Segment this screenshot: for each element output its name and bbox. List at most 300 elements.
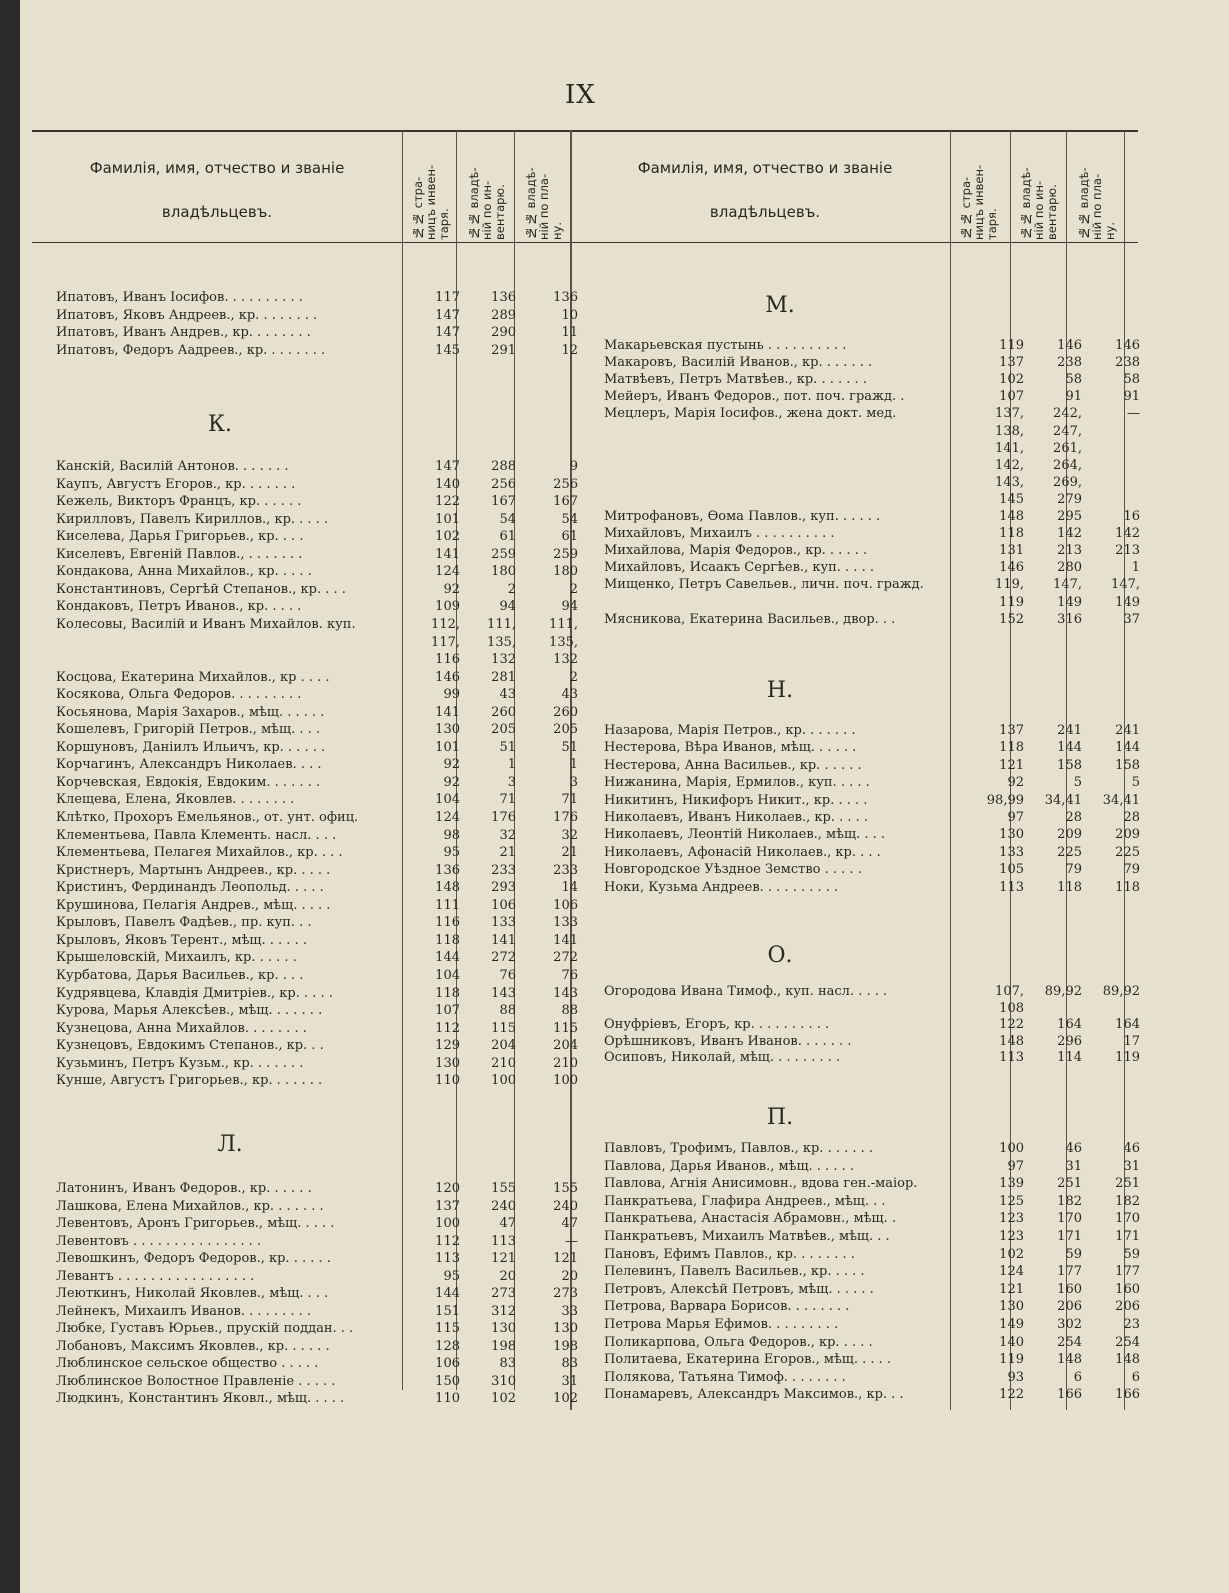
plan-number: 118 bbox=[1115, 879, 1140, 895]
owner-name: Константиновъ, Сергѣй Степанов., кр. . . . bbox=[56, 581, 346, 597]
inventory-number: 31 bbox=[1065, 1158, 1082, 1174]
inventory-number: 198 bbox=[491, 1338, 516, 1354]
inventory-number: 28 bbox=[1065, 810, 1082, 825]
plan-number: 94 bbox=[561, 599, 578, 615]
plan-number: 166 bbox=[1115, 1387, 1140, 1403]
inventory-page: 130 bbox=[435, 722, 460, 738]
inventory-page: 117, bbox=[431, 634, 460, 650]
inventory-page: 144 bbox=[435, 1286, 460, 1301]
inventory-number: 148 bbox=[1057, 1352, 1082, 1368]
plan-number: 164 bbox=[1115, 1017, 1140, 1032]
inventory-page: 137 bbox=[999, 723, 1024, 738]
inventory-page: 109 bbox=[435, 599, 460, 615]
inventory-page: 107 bbox=[999, 389, 1024, 405]
owner-name: Нижанина, Марія, Ермилов., куп. . . . . bbox=[604, 775, 870, 791]
owner-name: Кондакова, Анна Михайлов., кр. . . . . bbox=[56, 564, 312, 580]
plan-number: 177 bbox=[1115, 1264, 1140, 1280]
inventory-number: 21 bbox=[499, 845, 516, 861]
inventory-number: 136 bbox=[491, 290, 516, 305]
inventory-page: 110 bbox=[435, 1073, 460, 1089]
owner-name: Петровъ, Алексѣй Петровъ, мѣщ. . . . . . bbox=[604, 1281, 874, 1297]
plan-number: 147, bbox=[1111, 577, 1140, 593]
plan-number: 16 bbox=[1123, 509, 1140, 524]
owner-name: Кузнецовъ, Евдокимъ Степанов., кр. . . bbox=[56, 1038, 324, 1054]
plan-number: 37 bbox=[1123, 611, 1140, 627]
inventory-number: 256 bbox=[491, 476, 516, 492]
inventory-page: 98 bbox=[443, 827, 460, 843]
plan-number: 146 bbox=[1115, 338, 1140, 353]
plan-number: 10 bbox=[561, 307, 578, 323]
inventory-number: 6 bbox=[1073, 1369, 1082, 1385]
header-rule bbox=[32, 242, 1138, 243]
plan-number: 32 bbox=[561, 827, 578, 843]
inventory-page: 92 bbox=[443, 774, 460, 790]
owner-name: Нестерова, Анна Васильев., кр. . . . . . bbox=[604, 757, 862, 773]
inventory-page: 151 bbox=[435, 1303, 460, 1319]
inventory-number: 182 bbox=[1057, 1193, 1082, 1209]
owner-name: Панкратьева, Анастасія Абрамовн., мѣщ. . bbox=[604, 1211, 896, 1227]
inventory-page: 107 bbox=[435, 1003, 460, 1019]
left-header-line2: владѣльцевъ. bbox=[161, 203, 273, 221]
plan-number: 91 bbox=[1123, 389, 1140, 405]
plan-number: 256 bbox=[553, 476, 578, 492]
inventory-page: 123 bbox=[999, 1229, 1024, 1244]
inventory-number: 291 bbox=[491, 342, 516, 358]
inventory-page: 145 bbox=[999, 491, 1024, 507]
inventory-number: 83 bbox=[499, 1356, 516, 1371]
owner-name: Кузьминъ, Петръ Кузьм., кр. . . . . . . bbox=[56, 1055, 304, 1071]
inventory-page: 122 bbox=[435, 494, 460, 510]
plan-number: 12 bbox=[561, 342, 578, 358]
plan-number: 141 bbox=[553, 932, 578, 948]
plan-number: 23 bbox=[1123, 1317, 1140, 1332]
inventory-number: 170 bbox=[1057, 1211, 1082, 1227]
plan-number: 209 bbox=[1115, 827, 1140, 843]
inventory-page: 92 bbox=[443, 757, 460, 773]
letter-p: П. bbox=[766, 1105, 794, 1130]
owner-name: Нестерова, Вѣра Иванов, мѣщ. . . . . . bbox=[604, 740, 857, 756]
inventory-page: 117 bbox=[435, 290, 460, 305]
owner-name: Кристнеръ, Мартынъ Андреев., кр. . . . . bbox=[56, 862, 331, 878]
right-header-line2: владѣльцевъ. bbox=[709, 203, 821, 221]
inventory-number: 106 bbox=[491, 897, 516, 913]
right-header-col-pages: №№ стра- ницъ инвен- таря. bbox=[959, 164, 999, 240]
plan-number: 251 bbox=[1115, 1176, 1140, 1192]
inventory-number: 160 bbox=[1057, 1281, 1082, 1297]
inventory-number: 316 bbox=[1057, 611, 1082, 627]
inventory-number: 273 bbox=[491, 1286, 516, 1301]
plan-number: 76 bbox=[561, 967, 578, 983]
right-header-line1: Фамилія, имя, отчество и званіе bbox=[637, 159, 893, 177]
plan-number: 170 bbox=[1115, 1211, 1140, 1227]
plan-number: 115 bbox=[553, 1020, 578, 1036]
plan-number: 88 bbox=[561, 1003, 578, 1019]
owner-name: Левентовъ, Аронъ Григорьев., мѣщ. . . . . bbox=[56, 1216, 335, 1231]
inventory-number: 144 bbox=[1057, 740, 1082, 756]
inventory-number: 272 bbox=[491, 950, 516, 966]
inventory-page: 115 bbox=[435, 1321, 460, 1336]
inventory-number: 206 bbox=[1057, 1299, 1082, 1315]
owner-name: Мясникова, Екатерина Васильев., двор. . . bbox=[604, 611, 896, 627]
owner-name: Николаевъ, Афонасій Николаев., кр. . . . bbox=[604, 844, 881, 860]
inventory-number: 259 bbox=[491, 546, 516, 562]
plan-number: 176 bbox=[553, 810, 578, 825]
plan-number: 213 bbox=[1115, 543, 1140, 559]
inventory-page: 136 bbox=[435, 862, 460, 878]
owner-name: Мецлеръ, Марія Іосифов., жена докт. мед. bbox=[604, 406, 897, 422]
inventory-number: 102 bbox=[491, 1391, 516, 1406]
inventory-number: 2 bbox=[507, 581, 516, 597]
inventory-number: 142 bbox=[1057, 526, 1082, 542]
plan-number: 28 bbox=[1123, 810, 1140, 825]
inventory-number: 251 bbox=[1057, 1176, 1082, 1192]
owner-name: Пановъ, Ефимъ Павлов., кр. . . . . . . . bbox=[604, 1246, 855, 1262]
inventory-page: 143, bbox=[995, 474, 1024, 490]
inventory-number: 115 bbox=[491, 1020, 516, 1036]
plan-number: 106 bbox=[553, 897, 578, 913]
owner-name: Панкратьева, Глафира Андреев., мѣщ. . . bbox=[604, 1193, 886, 1209]
left-header-col-plan: №№ владѣ- ній по пла- ну. bbox=[524, 167, 564, 240]
owner-name: Матвѣевъ, Петръ Матвѣев., кр. . . . . . . bbox=[604, 372, 867, 388]
inventory-number: 130 bbox=[491, 1321, 516, 1336]
inventory-number: 254 bbox=[1057, 1334, 1082, 1350]
inventory-page: 110 bbox=[435, 1391, 460, 1406]
owner-name: Лобановъ, Максимъ Яковлев., кр. . . . . . bbox=[56, 1338, 330, 1354]
inventory-page: 105 bbox=[999, 862, 1024, 878]
owner-name: Коршуновъ, Даніилъ Ильичъ, кр. . . . . . bbox=[56, 739, 326, 755]
inventory-page: 119 bbox=[999, 338, 1024, 353]
page-number: IX bbox=[565, 80, 596, 110]
owner-name: Курбатова, Дарья Васильев., кр. . . . bbox=[56, 967, 304, 983]
inventory-page: 112 bbox=[435, 1020, 460, 1036]
owner-name: Люблинское Волостное Правленіе . . . . . bbox=[56, 1373, 336, 1389]
owner-name: Макаровъ, Василій Иванов., кр. . . . . . . bbox=[604, 355, 873, 371]
owner-name: Осиповъ, Николай, мѣщ. . . . . . . . . bbox=[604, 1050, 841, 1065]
plan-number: 14 bbox=[561, 880, 578, 896]
owner-name: Михайлова, Марія Федоров., кр. . . . . . bbox=[604, 543, 868, 559]
owner-name: Крыловъ, Яковъ Терент., мѣщ. . . . . . bbox=[56, 932, 307, 948]
plan-number: 182 bbox=[1115, 1193, 1140, 1209]
inventory-number: 143 bbox=[491, 985, 516, 1001]
inventory-page: 128 bbox=[435, 1338, 460, 1354]
plan-number: 121 bbox=[553, 1251, 578, 1266]
inventory-page: 119 bbox=[999, 594, 1024, 610]
inventory-number: 147, bbox=[1053, 577, 1082, 593]
inventory-number: 302 bbox=[1057, 1317, 1082, 1332]
inventory-number: 149 bbox=[1057, 594, 1082, 610]
inventory-number: 261, bbox=[1053, 440, 1082, 456]
inventory-number: 146 bbox=[1057, 338, 1082, 353]
owner-name: Павлова, Агнія Анисимовн., вдова ген.-маіор. bbox=[604, 1176, 918, 1192]
owner-name: Левошкинъ, Федоръ Федоров., кр. . . . . . bbox=[56, 1251, 331, 1266]
inventory-page: 150 bbox=[435, 1373, 460, 1389]
owner-name: Клементьева, Пелагея Михайлов., кр. . . . bbox=[56, 845, 343, 861]
plan-number: 31 bbox=[561, 1373, 578, 1389]
inventory-page: 144 bbox=[435, 950, 460, 966]
inventory-number: 310 bbox=[491, 1373, 516, 1389]
inventory-number: 260 bbox=[491, 704, 516, 720]
owner-name: Любке, Густавъ Юрьев., прускій поддан. . . bbox=[56, 1321, 354, 1336]
inventory-page: 123 bbox=[999, 1211, 1024, 1227]
owner-name: Павловъ, Трофимъ, Павлов., кр. . . . . . . bbox=[604, 1141, 874, 1156]
left-header-col-pages: №№ стра- ницъ инвен- таря. bbox=[411, 164, 451, 240]
owner-name: Канскій, Василій Антонов. . . . . . . bbox=[56, 459, 289, 474]
inventory-number: 88 bbox=[499, 1003, 516, 1019]
inventory-page: 112, bbox=[431, 616, 460, 632]
inventory-number: 281 bbox=[491, 669, 516, 685]
inventory-page: 102 bbox=[999, 1246, 1024, 1262]
inventory-page: 97 bbox=[1007, 1158, 1024, 1174]
right-header-col-inventory: №№ владѣ- ній по ин- вентарю. bbox=[1019, 167, 1059, 240]
inventory-page: 130 bbox=[999, 1299, 1024, 1315]
owner-name: Крышеловскій, Михаилъ, кр. . . . . . bbox=[56, 950, 297, 966]
inventory-page: 142, bbox=[995, 457, 1024, 473]
inventory-page: 119 bbox=[999, 1352, 1024, 1368]
plan-number: 210 bbox=[553, 1055, 578, 1071]
plan-number: 132 bbox=[553, 652, 578, 668]
inventory-page: 104 bbox=[435, 792, 460, 808]
plan-number: 34,41 bbox=[1102, 792, 1140, 808]
owner-name: Крыловъ, Павелъ Фадѣев., пр. куп. . . bbox=[56, 915, 312, 931]
plan-number: 71 bbox=[561, 792, 578, 808]
inventory-number: 241 bbox=[1057, 723, 1082, 738]
owner-name: Михайловъ, Михаилъ . . . . . . . . . . bbox=[604, 526, 835, 542]
plan-number: 102 bbox=[553, 1391, 578, 1406]
owner-name: Корчагинъ, Александръ Николаев. . . . bbox=[56, 757, 322, 773]
inventory-number: 43 bbox=[499, 687, 516, 703]
inventory-number: 3 bbox=[507, 774, 516, 790]
owner-name: Николаевъ, Иванъ Николаев., кр. . . . . bbox=[604, 810, 868, 825]
inventory-number: 100 bbox=[491, 1073, 516, 1089]
inventory-page: 95 bbox=[443, 1268, 460, 1284]
inventory-number: 312 bbox=[491, 1303, 516, 1319]
plan-number: 148 bbox=[1115, 1352, 1140, 1368]
owner-name: Огородова Ивана Тимоф., куп. насл. . . . . bbox=[604, 984, 888, 999]
owner-name: Клѣтко, Прохоръ Емельянов., от. унт. офиц. bbox=[56, 810, 359, 825]
inventory-page: 102 bbox=[435, 529, 460, 545]
plan-number: 79 bbox=[1123, 862, 1140, 878]
plan-number: 17 bbox=[1123, 1033, 1140, 1049]
plan-number: 130 bbox=[553, 1321, 578, 1336]
owner-name: Леюткинъ, Николай Яковлев., мѣщ. . . . bbox=[56, 1286, 329, 1301]
inventory-page: 119, bbox=[995, 577, 1024, 593]
inventory-page: 118 bbox=[435, 932, 460, 948]
owner-name: Лейнекъ, Михаилъ Иванов. . . . . . . . . bbox=[56, 1303, 312, 1319]
inventory-page: 148 bbox=[999, 1033, 1024, 1049]
inventory-number: 171 bbox=[1057, 1229, 1082, 1244]
plan-number: 3 bbox=[569, 774, 578, 790]
inventory-page: 133 bbox=[999, 844, 1024, 860]
inventory-page: 116 bbox=[435, 652, 460, 668]
inventory-number: 51 bbox=[499, 739, 516, 755]
inventory-number: 32 bbox=[499, 827, 516, 843]
plan-number: 240 bbox=[553, 1198, 578, 1214]
owner-name: Николаевъ, Леонтій Николаев., мѣщ. . . . bbox=[604, 827, 886, 843]
inventory-number: 209 bbox=[1057, 827, 1082, 843]
inventory-page: 101 bbox=[435, 739, 460, 755]
inventory-page: 137, bbox=[995, 406, 1024, 422]
inventory-page: 102 bbox=[999, 372, 1024, 388]
owner-name: Косцова, Екатерина Михайлов., кр . . . . bbox=[56, 669, 330, 685]
owner-name: Каупъ, Августъ Егоров., кр. . . . . . . bbox=[56, 476, 296, 492]
plan-number: 100 bbox=[553, 1073, 578, 1089]
inventory-page: 147 bbox=[435, 325, 460, 341]
inventory-number: 111, bbox=[487, 616, 516, 632]
inventory-page: 98,99 bbox=[986, 792, 1024, 808]
inventory-page: 97 bbox=[1007, 810, 1024, 825]
inventory-page: 92 bbox=[443, 581, 460, 597]
inventory-number: 46 bbox=[1065, 1141, 1082, 1156]
owner-name: Мейеръ, Иванъ Федоров., пот. поч. гражд. . bbox=[604, 389, 905, 405]
plan-number: 111, bbox=[549, 616, 578, 632]
page-sheet bbox=[20, 0, 1229, 1593]
owner-name: Поликарпова, Ольга Федоров., кр. . . . . bbox=[604, 1334, 873, 1350]
inventory-page: 137 bbox=[999, 355, 1024, 371]
inventory-number: 58 bbox=[1065, 372, 1082, 388]
letter-l: Л. bbox=[217, 1132, 243, 1157]
inventory-page: 138, bbox=[995, 423, 1024, 439]
inventory-number: 89,92 bbox=[1044, 984, 1082, 999]
inventory-page: 148 bbox=[999, 509, 1024, 524]
inventory-page: 140 bbox=[999, 1334, 1024, 1350]
inventory-number: 20 bbox=[499, 1268, 516, 1284]
inventory-number: 279 bbox=[1057, 491, 1082, 507]
inventory-page: 95 bbox=[443, 845, 460, 861]
owner-name: Киселевъ, Евгеній Павлов., . . . . . . . bbox=[56, 546, 303, 562]
inventory-page: 141 bbox=[435, 704, 460, 720]
inventory-number: 247, bbox=[1053, 423, 1082, 439]
plan-number: 205 bbox=[553, 722, 578, 738]
owner-name: Лашкова, Елена Михайлов., кр. . . . . . . bbox=[56, 1198, 324, 1214]
owner-name: Политаева, Екатерина Егоров., мѣщ. . . . . bbox=[604, 1352, 892, 1368]
inventory-page: 100 bbox=[999, 1141, 1024, 1156]
inventory-number: 158 bbox=[1057, 757, 1082, 773]
plan-number: 21 bbox=[561, 845, 578, 861]
inventory-page: 130 bbox=[999, 827, 1024, 843]
inventory-number: 5 bbox=[1073, 775, 1082, 791]
owner-name: Кондаковъ, Петръ Иванов., кр. . . . . bbox=[56, 599, 302, 615]
inventory-page: 112 bbox=[435, 1233, 460, 1249]
plan-number: 144 bbox=[1115, 740, 1140, 756]
plan-number: 119 bbox=[1115, 1050, 1140, 1065]
owner-name: Павлова, Дарья Иванов., мѣщ. . . . . . bbox=[604, 1158, 854, 1174]
inventory-number: 59 bbox=[1065, 1246, 1082, 1262]
plan-number: 133 bbox=[553, 915, 578, 931]
inventory-number: 269, bbox=[1053, 474, 1082, 490]
inventory-number: 238 bbox=[1057, 355, 1082, 371]
inventory-page: 111 bbox=[435, 897, 460, 913]
plan-number: 155 bbox=[553, 1181, 578, 1196]
plan-number: 135, bbox=[549, 634, 578, 650]
owner-name: Ипатовъ, Иванъ Андрев., кр. . . . . . . . bbox=[56, 325, 311, 341]
letter-m: М. bbox=[765, 293, 795, 318]
owner-name: Ноки, Кузьма Андреев. . . . . . . . . . bbox=[604, 879, 839, 895]
owner-name: Кузнецова, Анна Михайлов. . . . . . . . bbox=[56, 1020, 307, 1036]
inventory-number: 233 bbox=[491, 862, 516, 878]
owner-name: Ипатовъ, Федоръ Аадреев., кр. . . . . . . . bbox=[56, 342, 326, 358]
inventory-number: 166 bbox=[1057, 1387, 1082, 1403]
owner-name: Никитинъ, Никифоръ Никит., кр. . . . . bbox=[604, 792, 868, 808]
owner-name: Клещева, Елена, Яковлев. . . . . . . . bbox=[56, 792, 295, 808]
inventory-number: 94 bbox=[499, 599, 516, 615]
inventory-page: 121 bbox=[999, 757, 1024, 773]
owner-name: Косьянова, Марія Захаров., мѣщ. . . . . . bbox=[56, 704, 325, 720]
plan-number: 2 bbox=[569, 581, 578, 597]
plan-number: 273 bbox=[553, 1286, 578, 1301]
plan-number: 143 bbox=[553, 985, 578, 1001]
inventory-page: 93 bbox=[1007, 1369, 1024, 1385]
inventory-number: 34,41 bbox=[1044, 792, 1082, 808]
owner-name: Курова, Марья Алексѣев., мѣщ. . . . . . . bbox=[56, 1003, 323, 1019]
inventory-number: 61 bbox=[499, 529, 516, 545]
inventory-page: 100 bbox=[435, 1216, 460, 1231]
inventory-page: 141, bbox=[995, 440, 1024, 456]
inventory-page: 146 bbox=[435, 669, 460, 685]
letter-k: К. bbox=[207, 412, 233, 437]
inventory-number: 210 bbox=[491, 1055, 516, 1071]
inventory-page: 118 bbox=[435, 985, 460, 1001]
inventory-page: 101 bbox=[435, 511, 460, 527]
owner-name: Макарьевская пустынь . . . . . . . . . . bbox=[604, 338, 847, 353]
inventory-number: 114 bbox=[1057, 1050, 1082, 1065]
owner-name: Кристинъ, Фердинандъ Леопольд. . . . . bbox=[56, 880, 324, 896]
owner-name: Полякова, Татьяна Тимоф. . . . . . . . bbox=[604, 1369, 846, 1385]
owner-name: Клементьева, Павла Клементь. насл. . . . bbox=[56, 827, 337, 843]
inventory-page: 145 bbox=[435, 342, 460, 358]
plan-number: 51 bbox=[561, 739, 578, 755]
inventory-number: 295 bbox=[1057, 509, 1082, 524]
owner-name: Орѣшниковъ, Иванъ Иванов. . . . . . . bbox=[604, 1033, 852, 1049]
inventory-number: 290 bbox=[491, 325, 516, 341]
plan-number: 225 bbox=[1115, 844, 1140, 860]
plan-number: 6 bbox=[1131, 1369, 1140, 1385]
inventory-number: 177 bbox=[1057, 1264, 1082, 1280]
plan-number: 20 bbox=[561, 1268, 578, 1284]
owner-name: Людкинъ, Константинъ Яковл., мѣщ. . . . . bbox=[56, 1391, 345, 1406]
inventory-page: 107, bbox=[995, 984, 1024, 999]
plan-number: 54 bbox=[561, 511, 578, 527]
plan-number: 206 bbox=[1115, 1299, 1140, 1315]
owner-name: Левантъ . . . . . . . . . . . . . . . . . bbox=[56, 1268, 255, 1284]
inventory-number: 118 bbox=[1057, 879, 1082, 895]
owner-name: Люблинское сельское общество . . . . . bbox=[56, 1356, 319, 1371]
inventory-page: 124 bbox=[435, 810, 460, 825]
left-header-title bbox=[32, 146, 402, 234]
owner-name: Кошелевъ, Григорій Петров., мѣщ. . . . bbox=[56, 722, 321, 738]
owner-name: Ипатовъ, Иванъ Іосифов. . . . . . . . . . bbox=[56, 290, 303, 305]
plan-number: 47 bbox=[561, 1216, 578, 1231]
plan-number: — bbox=[565, 1233, 578, 1249]
inventory-page: 148 bbox=[435, 880, 460, 896]
plan-number: 33 bbox=[561, 1303, 578, 1319]
plan-number: 180 bbox=[553, 564, 578, 580]
owner-name: Назарова, Марія Петров., кр. . . . . . . bbox=[604, 723, 856, 738]
owner-name: Михайловъ, Исаакъ Сергѣев., куп. . . . . bbox=[604, 560, 874, 576]
inventory-page: 149 bbox=[999, 1317, 1024, 1332]
owner-name: Новгородское Уѣздное Земство . . . . . bbox=[604, 862, 862, 878]
right-header-col-plan: №№ владѣ- ній по пла- ну. bbox=[1077, 167, 1117, 240]
owner-name: Онуфріевъ, Егоръ, кр. . . . . . . . . . bbox=[604, 1017, 830, 1032]
inventory-page: 147 bbox=[435, 459, 460, 474]
inventory-number: 167 bbox=[491, 494, 516, 510]
plan-number: 171 bbox=[1115, 1229, 1140, 1244]
plan-number: 160 bbox=[1115, 1281, 1140, 1297]
plan-number: 58 bbox=[1123, 372, 1140, 388]
inventory-number: 280 bbox=[1057, 560, 1082, 576]
inventory-number: 76 bbox=[499, 967, 516, 983]
inventory-number: 213 bbox=[1057, 543, 1082, 559]
plan-number: 1 bbox=[1131, 560, 1140, 576]
